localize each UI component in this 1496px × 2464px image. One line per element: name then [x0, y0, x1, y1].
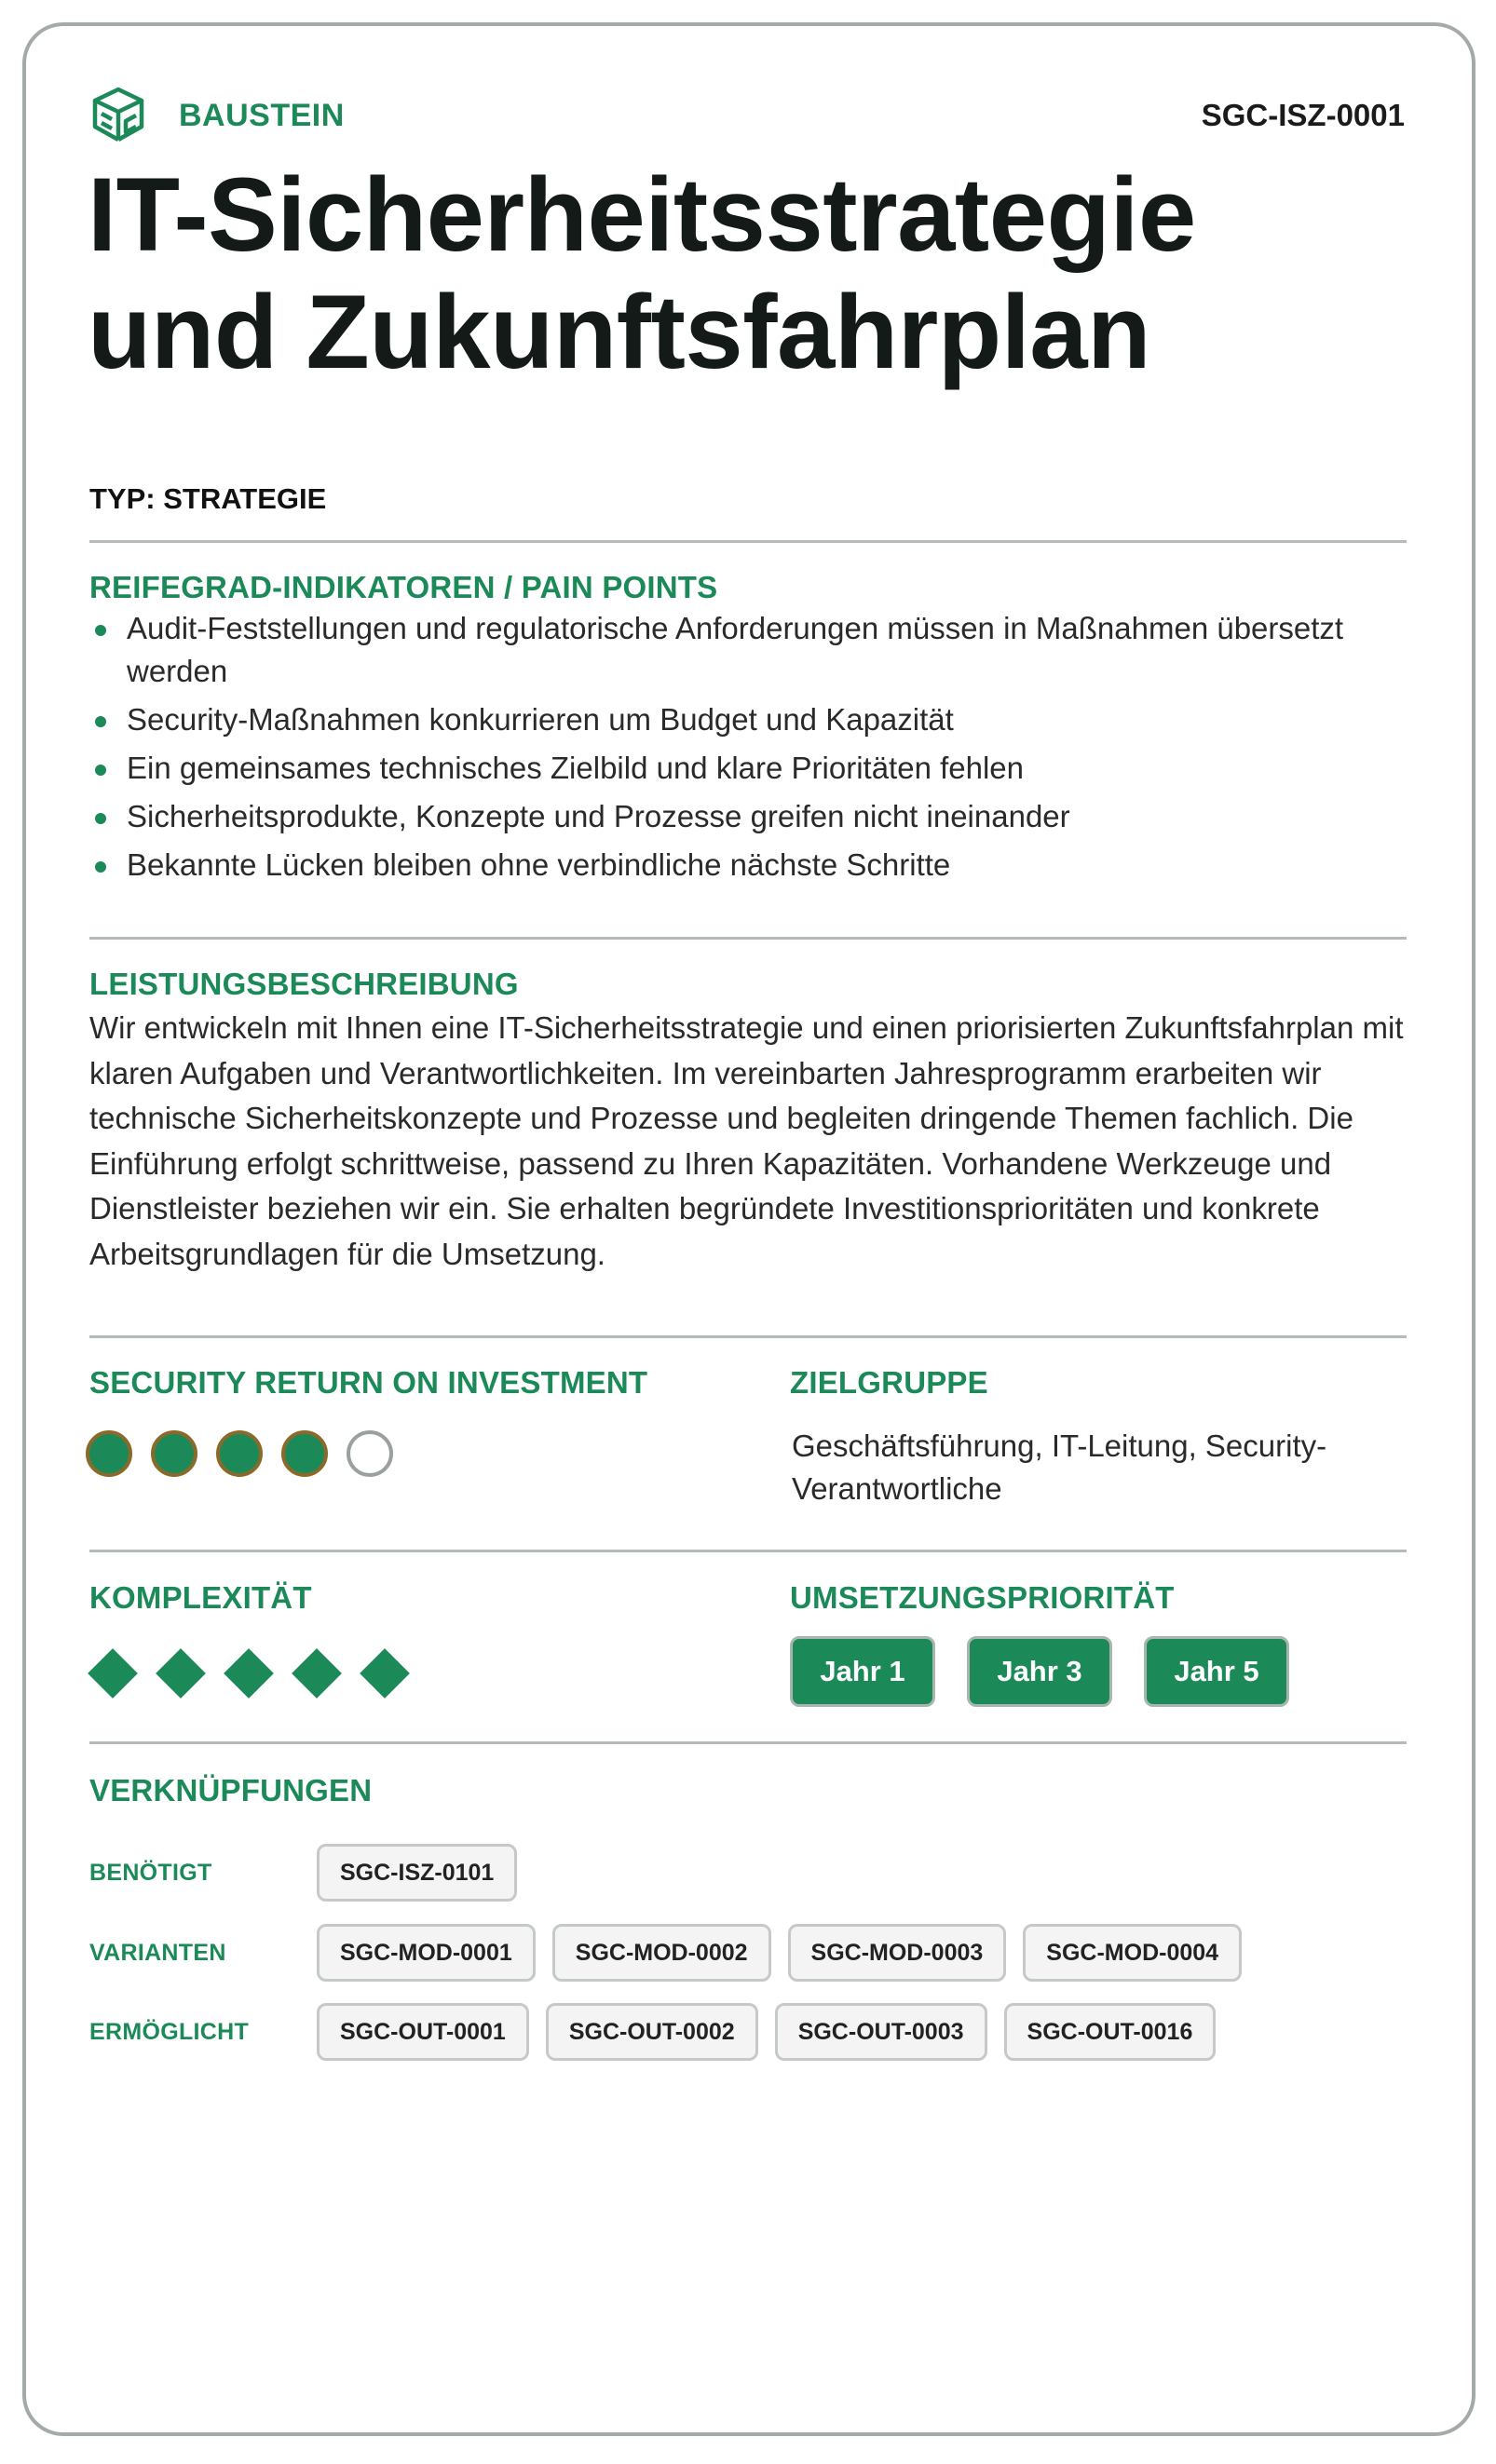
pain-points-heading: REIFEGRAD-INDIKATOREN / PAIN POINTS [89, 570, 718, 604]
variants-chips [317, 1924, 1242, 1982]
enables-chips [317, 2003, 1216, 2061]
page-title: IT-Sicherheitsstrategie und Zukunftsfahrplan [88, 156, 1196, 390]
type-line: TYP: STRATEGIE [89, 482, 327, 515]
list-item [89, 698, 1407, 741]
pain-points-list [89, 607, 1407, 892]
link-chip[interactable]: SGC-MOD-0003 [788, 1924, 1007, 1982]
pain-point-text: Security-Maßnahmen konkurrieren um Budget und Kapazität [127, 702, 954, 737]
complexity-heading: KOMPLEXITÄT [89, 1580, 312, 1615]
priority-options [790, 1636, 1289, 1707]
filled-circle-icon [151, 1430, 197, 1477]
audience-heading: ZIELGRUPPE [790, 1365, 988, 1400]
divider [89, 1741, 1407, 1744]
priority-heading: UMSETZUNGSPRIORITÄT [790, 1580, 1175, 1615]
list-item [89, 747, 1407, 790]
pain-point-text: Ein gemeinsames technisches Zielbild und klare Prioritäten fehlen [127, 751, 1025, 785]
list-item [89, 795, 1407, 838]
divider [89, 1335, 1407, 1338]
divider [89, 937, 1407, 940]
filled-circle-icon [86, 1430, 132, 1477]
roi-heading: SECURITY RETURN ON INVESTMENT [89, 1365, 648, 1400]
block-id: SGC-ISZ-0001 [1201, 98, 1405, 132]
link-chip[interactable]: SGC-MOD-0002 [552, 1924, 771, 1982]
link-chip[interactable]: SGC-OUT-0003 [775, 2003, 987, 2061]
pain-point-text: Audit-Feststellungen und regulatorische Anforderungen müssen in Maßnahmen übersetzt werden [127, 611, 1344, 688]
bullet-dot-icon [95, 765, 106, 776]
link-chip[interactable]: SGC-OUT-0002 [546, 2003, 758, 2061]
links-heading: VERKNÜPFUNGEN [89, 1773, 373, 1807]
priority-year-1-button[interactable]: Jahr 1 [790, 1636, 935, 1707]
cube-logo-icon [89, 86, 147, 143]
card-header [89, 86, 1405, 142]
filled-circle-icon [216, 1430, 263, 1477]
pain-point-text: Sicherheitsprodukte, Konzepte und Prozesse greifen nicht ineinander [127, 799, 1070, 833]
list-item [89, 607, 1407, 693]
pain-point-text: Bekannte Lücken bleiben ohne verbindliche nächste Schritte [127, 847, 951, 882]
priority-year-3-button[interactable]: Jahr 3 [967, 1636, 1112, 1707]
bullet-dot-icon [95, 625, 106, 636]
diamond-icon [292, 1648, 340, 1697]
list-item [89, 844, 1407, 887]
priority-year-5-button[interactable]: Jahr 5 [1144, 1636, 1289, 1707]
divider [89, 540, 1407, 543]
description-heading: LEISTUNGSBESCHREIBUNG [89, 967, 519, 1001]
requires-chips [317, 1844, 517, 1902]
bullet-dot-icon [95, 861, 106, 873]
link-chip[interactable]: SGC-MOD-0001 [317, 1924, 536, 1982]
complexity-rating [88, 1648, 408, 1697]
link-chip[interactable]: SGC-OUT-0016 [1004, 2003, 1217, 2061]
diamond-icon [360, 1648, 408, 1697]
audience-text: Geschäftsführung, IT-Leitung, Security-Verantwortliche [792, 1428, 1327, 1506]
diamond-icon [88, 1648, 136, 1697]
roi-rating [86, 1430, 393, 1484]
link-chip[interactable]: SGC-OUT-0001 [317, 2003, 529, 2061]
diamond-icon [224, 1648, 272, 1697]
empty-circle-icon [347, 1430, 393, 1477]
bullet-dot-icon [95, 716, 106, 727]
block-kind-label: BAUSTEIN [179, 98, 345, 133]
variants-label: VARIANTEN [89, 1940, 226, 1966]
divider [89, 1550, 1407, 1552]
requires-label: BENÖTIGT [89, 1860, 212, 1886]
enables-label: ERMÖGLICHT [89, 2019, 250, 2045]
link-chip[interactable]: SGC-MOD-0004 [1023, 1924, 1242, 1982]
description-text: Wir entwickeln mit Ihnen eine IT-Sicherheitsstrategie und einen priorisierten Zukunftsfahrplan mit klaren Aufgaben und Verantwortlichkeiten. Im vereinbarten Jahresprogramm erarbeiten wir technische Sicherheitskonzepte und Prozesse und begleiten dringende Themen fachlich. Die Einführung erfolgt schrittweise, passend zu Ihren Kapazitäten. Vorhandene Werkzeuge und Dienstleister beziehen wir ein. Sie erhalten begründete Investitionsprioritäten und konkrete Arbeitsgrundlagen für die Umsetzung. [89, 1010, 1404, 1271]
bullet-dot-icon [95, 813, 106, 824]
filled-circle-icon [281, 1430, 328, 1477]
link-chip[interactable]: SGC-ISZ-0101 [317, 1844, 517, 1902]
diamond-icon [156, 1648, 204, 1697]
